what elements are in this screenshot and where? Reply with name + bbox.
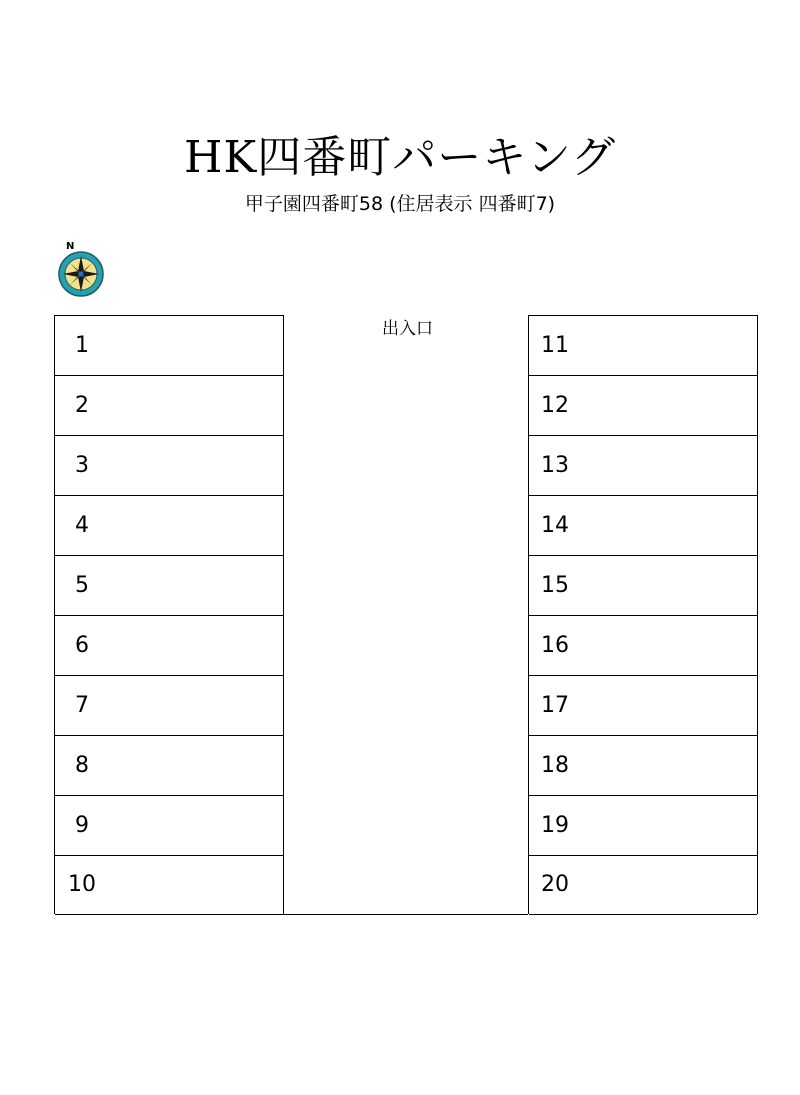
parking-space-number: 9 [75,812,89,838]
parking-space [55,675,283,735]
parking-column-right [528,315,758,914]
parking-space-number: 15 [541,572,569,598]
parking-space-number: 19 [541,812,569,838]
parking-space [55,495,283,555]
parking-space-number: 18 [541,752,569,778]
parking-space-number: 2 [75,392,89,418]
parking-space [55,555,283,615]
parking-space [529,435,757,495]
parking-column-left [54,315,284,914]
parking-space [529,315,757,375]
parking-space-number: 7 [75,692,89,718]
parking-space [529,735,757,795]
parking-space [55,855,283,915]
parking-space [529,495,757,555]
parking-space [55,795,283,855]
parking-space [55,315,283,375]
parking-space [529,855,757,915]
parking-space [55,735,283,795]
parking-space [529,795,757,855]
parking-space-number: 14 [541,512,569,538]
parking-lot-map [54,315,757,914]
driveway-aisle [283,315,528,914]
parking-space [529,615,757,675]
parking-space-number: 5 [75,572,89,598]
parking-space-number: 8 [75,752,89,778]
parking-space-number: 6 [75,632,89,658]
parking-space-number: 13 [541,452,569,478]
address-subtitle: 甲子園四番町58 (住居表示 四番町7) [244,193,556,215]
parking-space-number: 20 [541,872,569,897]
parking-space-number: 11 [541,332,569,358]
parking-space [529,375,757,435]
compass-north-label: N [66,241,75,252]
parking-space [55,435,283,495]
parking-space-number: 1 [75,332,89,358]
parking-space-number: 17 [541,692,569,718]
parking-space-number: 10 [68,872,96,897]
compass-graphic [50,238,110,298]
parking-space-number: 3 [75,452,89,478]
page-title: HK四番町パーキング [184,132,616,183]
parking-space-number: 16 [541,632,569,658]
entrance-label: 出入口 [382,319,433,339]
parking-space-number: 4 [75,512,89,538]
compass-icon [50,238,110,298]
parking-space [55,615,283,675]
parking-space-number: 12 [541,392,569,418]
parking-space [529,675,757,735]
parking-space [55,375,283,435]
parking-space [529,555,757,615]
aisle-bottom-border [283,914,528,915]
